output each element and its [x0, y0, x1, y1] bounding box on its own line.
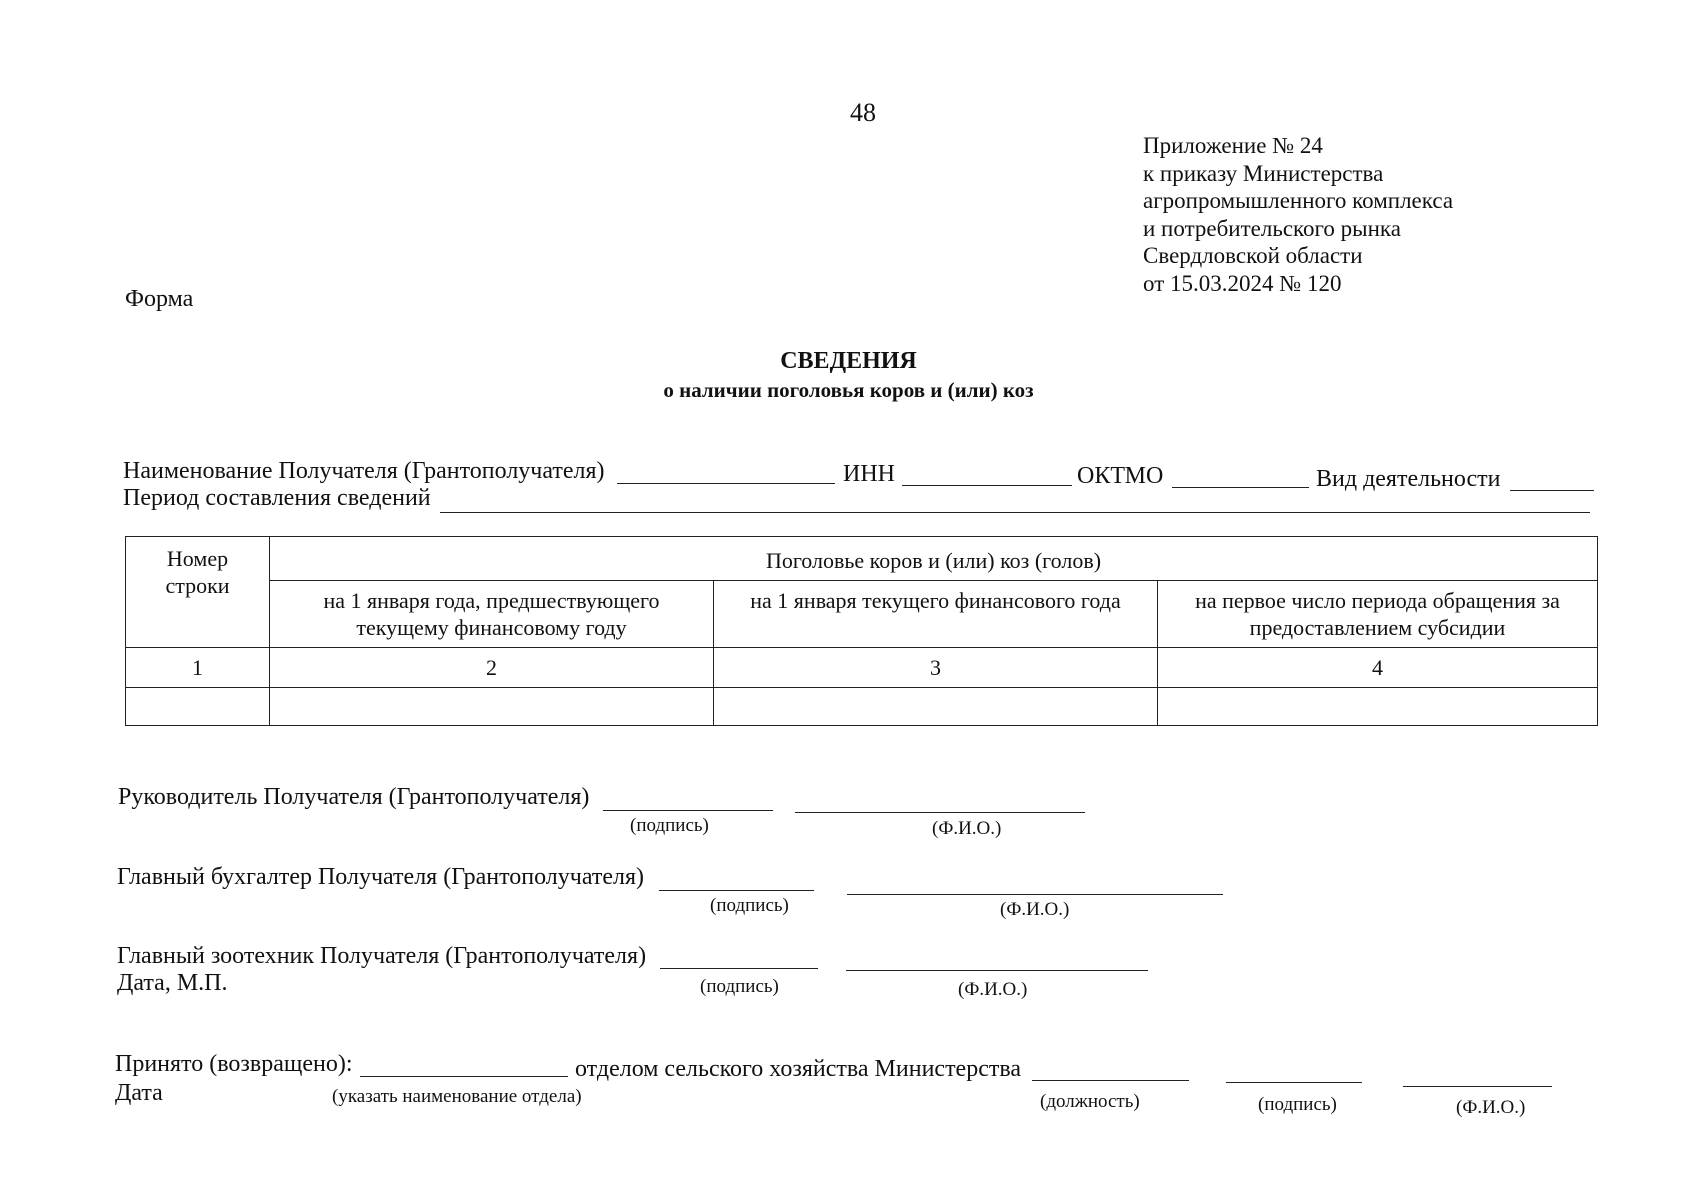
- signature-caption: (подпись): [630, 815, 709, 836]
- column-number: 3: [714, 648, 1158, 688]
- livestock-table: [125, 536, 1598, 726]
- head-label: Руководитель Получателя (Грантополучателя): [118, 784, 590, 810]
- document-title: СВЕДЕНИЯ: [780, 348, 917, 374]
- department-caption: (указать наименование отдела): [332, 1086, 582, 1107]
- activity-field[interactable]: [1510, 490, 1594, 491]
- accountant-name-field[interactable]: [847, 894, 1223, 895]
- head-name-field[interactable]: [795, 812, 1085, 813]
- appendix-line: и потребительского рынка: [1143, 215, 1401, 241]
- accepted-label: Принято (возвращено):: [115, 1051, 353, 1077]
- appendix-block: [1143, 132, 1453, 297]
- column-number: 1: [126, 648, 270, 688]
- recipient-name-label: Наименование Получателя (Грантополучателя): [123, 458, 605, 484]
- row-number-header: Номер строки: [126, 537, 270, 648]
- column-number: 4: [1158, 648, 1598, 688]
- department-field[interactable]: [360, 1076, 568, 1077]
- zootechnician-signature-field[interactable]: [660, 968, 818, 969]
- zootechnician-label: Главный зоотехник Получателя (Грантополучателя): [117, 943, 647, 969]
- column-header: на первое число периода обращения за предоставлением субсидии: [1158, 581, 1598, 648]
- period-label: Период составления сведений: [123, 485, 431, 511]
- signature-caption: (подпись): [700, 976, 779, 997]
- group-header: Поголовье коров и (или) коз (голов): [270, 537, 1598, 581]
- page-number: 48: [850, 98, 876, 127]
- position-field[interactable]: [1032, 1080, 1189, 1081]
- form-label: Форма: [125, 286, 194, 312]
- period-field[interactable]: [440, 512, 1590, 513]
- date-stamp-label: Дата, М.П.: [117, 970, 228, 996]
- appendix-line: от 15.03.2024 № 120: [1143, 270, 1342, 296]
- column-number: 2: [270, 648, 714, 688]
- accepted-name-field[interactable]: [1403, 1086, 1552, 1087]
- data-cell[interactable]: [1158, 688, 1598, 726]
- oktmo-field[interactable]: [1172, 487, 1309, 488]
- signature-caption: (подпись): [1258, 1094, 1337, 1115]
- data-cell[interactable]: [126, 688, 270, 726]
- name-caption: (Ф.И.О.): [1000, 899, 1070, 920]
- column-header: на 1 января года, предшествующего текущему финансовому году: [270, 581, 714, 648]
- appendix-line: агропромышленного комплекса: [1143, 188, 1454, 213]
- position-caption: (должность): [1040, 1091, 1140, 1112]
- accepted-by-label: отделом сельского хозяйства Министерства: [575, 1056, 1022, 1082]
- zootechnician-name-field[interactable]: [846, 970, 1148, 971]
- oktmo-label: ОКТМО: [1077, 463, 1164, 489]
- appendix-line: Приложение № 24: [1143, 133, 1323, 158]
- name-caption: (Ф.И.О.): [958, 979, 1028, 1000]
- accepted-date-label: Дата: [115, 1080, 163, 1106]
- appendix-line: Свердловской области: [1143, 243, 1363, 268]
- data-cell[interactable]: [714, 688, 1158, 726]
- accountant-label: Главный бухгалтер Получателя (Грантополучателя): [117, 864, 644, 890]
- accountant-signature-field[interactable]: [659, 890, 814, 891]
- appendix-line: к приказу Министерства: [1143, 160, 1384, 186]
- recipient-name-field[interactable]: [617, 483, 835, 484]
- data-cell[interactable]: [270, 688, 714, 726]
- name-caption: (Ф.И.О.): [932, 818, 1002, 839]
- document-subtitle: о наличии поголовья коров и (или) коз: [663, 378, 1034, 402]
- inn-field[interactable]: [902, 485, 1072, 486]
- signature-caption: (подпись): [710, 895, 789, 916]
- inn-label: ИНН: [843, 461, 895, 487]
- head-signature-field[interactable]: [603, 810, 773, 811]
- name-caption: (Ф.И.О.): [1456, 1097, 1526, 1118]
- accepted-signature-field[interactable]: [1226, 1082, 1362, 1083]
- activity-label: Вид деятельности: [1316, 466, 1501, 492]
- column-header: на 1 января текущего финансового года: [714, 581, 1158, 648]
